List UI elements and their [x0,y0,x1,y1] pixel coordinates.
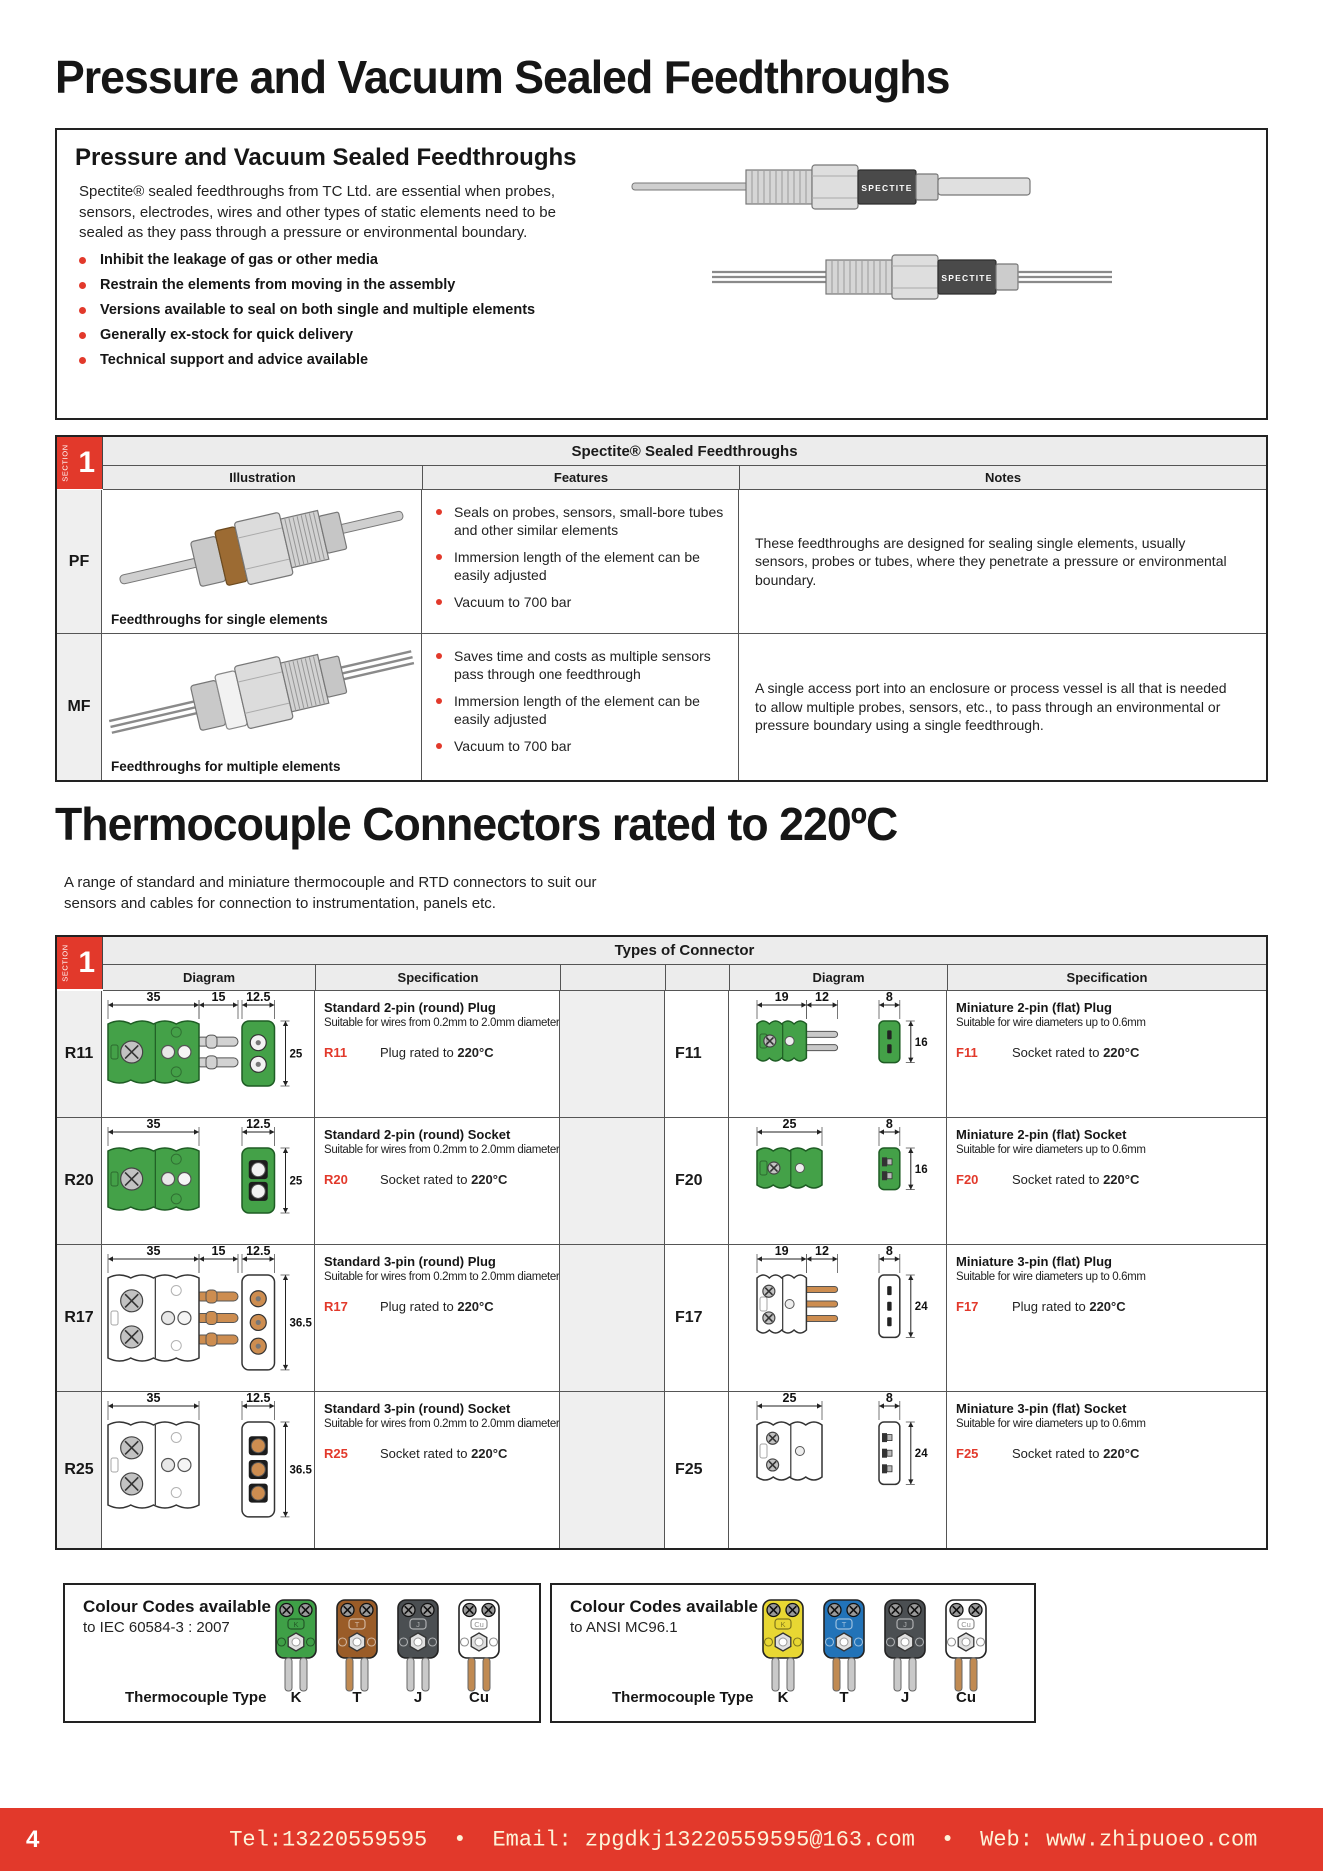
section-label: SECTION [60,944,70,982]
section-number: 1 [78,446,95,479]
bullet-icon [79,282,86,289]
section-badge [57,437,103,489]
diagram-cell-right [729,1392,947,1548]
illustration-caption: Feedthroughs for single elements [111,612,328,627]
svg-text:36.5: 36.5 [289,1464,312,1477]
feedthrough-product-art [562,134,1262,416]
spacer-cell [560,1118,665,1244]
colour-codes-title: Colour Codes available [570,1597,758,1616]
product-label: SPECTITE [941,273,993,283]
intro-bullet: Technical support and advice available [79,352,535,368]
feature-item: Vacuum to 700 bar [436,594,730,612]
spec-cell-left [315,1392,560,1548]
spec-rating-text: Plug rated to 220°C [1012,1299,1126,1314]
bullet-icon [436,698,442,704]
svg-text:Cu: Cu [961,1620,971,1629]
svg-text:K: K [293,1620,299,1629]
diagram-cell-left [102,1245,315,1391]
spec-code: F17 [956,1299,979,1314]
spec-cell-left [315,991,560,1117]
svg-text:35: 35 [146,1118,161,1131]
feedthrough-table [55,435,1268,782]
bullet-icon [79,257,86,264]
svg-text:19: 19 [774,991,789,1004]
bullet-icon [436,554,442,560]
svg-text:25: 25 [289,1175,303,1188]
footer-contact: Tel:13220559595 • Email: zpgdkj13220559595@163.com • Web: www.zhipuoeo.com [229,1827,1258,1852]
spacer-cell [560,1245,665,1391]
thermocouple-type-label: Thermocouple Type [125,1689,267,1706]
page-title: Pressure and Vacuum Sealed Feedthroughs [55,51,950,103]
spec-rating-text: Plug rated to 220°C [380,1299,494,1314]
connector-row-r25 [57,1392,1266,1548]
connector-diagram [102,1392,314,1546]
connector-diagram [102,991,314,1115]
spec-rating [324,1172,553,1187]
spec-subtitle: Suitable for wire diameters up to 0.6mm [956,1271,1146,1283]
bullet-icon [436,509,442,515]
bullet-icon [79,307,86,314]
thermocouple-connector-icon-cu [456,1597,502,1695]
illustration-cell [102,634,422,780]
svg-text:15: 15 [211,1245,226,1258]
spacer-cell [560,1392,665,1548]
mf-illustration [102,634,422,754]
svg-text:Cu: Cu [474,1620,484,1629]
connector-code-right: F11 [665,991,729,1117]
diagram-cell-left [102,1392,315,1548]
illustration-caption: Feedthroughs for multiple elements [111,759,341,774]
thermocouple-icon-wrap [334,1597,380,1700]
thermocouple-type-letter: J [413,1689,423,1706]
thermocouple-icon-wrap [821,1597,867,1700]
thermocouple-connector-icon-k [273,1597,319,1695]
spec-rating [956,1045,1260,1060]
connector-diagram [729,1392,946,1546]
product-label: SPECTITE [861,183,913,193]
spec-code: R20 [324,1172,348,1187]
spec-subtitle: Suitable for wires from 0.2mm to 2.0mm diameter [324,1017,560,1029]
svg-text:24: 24 [914,1301,928,1314]
connector-code-left: R25 [57,1392,102,1548]
spec-code: R11 [324,1045,348,1060]
footer-web: Web: www.zhipuoeo.com [980,1827,1258,1852]
connector-diagram [729,991,946,1115]
spec-cell-right [947,991,1266,1117]
spec-code: R25 [324,1446,348,1461]
intro-paragraph: Spectite® sealed feedthroughs from TC Ltd. are essential when probes, sensors, electrodes, wires and other types of static elements need to be sealed as they pass through a pressure or environmental boundary. [79,183,556,242]
svg-text:8: 8 [885,991,893,1004]
bullet-icon [436,599,442,605]
svg-text:16: 16 [914,1036,928,1049]
connector-code-right: F20 [665,1118,729,1244]
spec-cell-right [947,1392,1266,1548]
spec-title: Miniature 3-pin (flat) Socket [956,1401,1127,1416]
thermocouple-type-letter: K [777,1689,789,1706]
connector-code-left: R20 [57,1118,102,1244]
svg-text:16: 16 [914,1163,928,1176]
feature-item: Saves time and costs as multiple sensors pass through one feedthrough [436,648,730,683]
thermocouple-icon-wrap [456,1597,502,1700]
svg-text:12.5: 12.5 [246,1245,271,1258]
svg-text:8: 8 [885,1245,893,1258]
col-header-spacer [561,965,666,990]
thermocouple-connector-icon-cu [943,1597,989,1695]
col-header-spec-right: Specification [1066,970,1148,985]
connector-code-left: R17 [57,1245,102,1391]
thermocouple-type-letter: Cu [956,1689,976,1706]
page-number: 4 [26,1825,40,1853]
spec-rating-text: Socket rated to 220°C [1012,1446,1140,1461]
svg-text:8: 8 [885,1392,893,1405]
notes-cell: These feedthroughs are designed for sealing single elements, usually sensors, probes or tubes, where they penetrate a pressure or environmental boundary. [755,534,1227,588]
svg-text:15: 15 [211,991,226,1004]
spec-title: Standard 2-pin (round) Socket [324,1127,511,1142]
thermocouple-icon-wrap [273,1597,319,1700]
thermocouple-type-letter: T [352,1689,362,1706]
section-label: SECTION [60,444,70,482]
spec-title: Standard 3-pin (round) Socket [324,1401,511,1416]
section-number: 1 [78,946,95,979]
svg-text:12.5: 12.5 [246,1118,271,1131]
svg-text:25: 25 [782,1118,797,1131]
features-cell [422,634,739,780]
thermocouple-type-letter: K [290,1689,302,1706]
spec-code: F25 [956,1446,979,1461]
notes-cell: A single access port into an enclosure or process vessel is all that is needed to allow multiple probes, sensors, etc., to pass through an environmental or pressure boundary using a single feedthrough. [755,680,1227,734]
spec-subtitle: Suitable for wire diameters up to 0.6mm [956,1144,1146,1156]
thermocouple-type-label: Thermocouple Type [612,1689,754,1706]
pf-illustration [102,490,422,610]
col-header-diagram-left: Diagram [103,965,316,990]
intro-heading: Pressure and Vacuum Sealed Feedthroughs [75,144,577,171]
spec-cell-right [947,1245,1266,1391]
spec-rating [956,1299,1260,1314]
thermocouple-connector-icon-j [395,1597,441,1695]
svg-text:35: 35 [146,1392,161,1405]
connector-table [55,935,1268,1550]
thermocouple-icon-wrap [882,1597,928,1700]
spec-title: Standard 2-pin (round) Plug [324,1000,496,1015]
spec-rating [324,1299,553,1314]
spec-rating [324,1045,553,1060]
spec-title: Miniature 3-pin (flat) Plug [956,1254,1112,1269]
spec-rating [324,1446,553,1461]
spec-rating-text: Socket rated to 220°C [1012,1172,1140,1187]
col-header-notes: Notes [984,470,1022,485]
connector-diagram [102,1118,314,1242]
connector-row-r17 [57,1245,1266,1392]
svg-text:12: 12 [815,991,829,1004]
bullet-icon [79,332,86,339]
svg-text:19: 19 [774,1245,789,1258]
svg-text:T: T [841,1620,847,1629]
footer-email: Email: zpgdkj13220559595@163.com [492,1827,915,1852]
col-header-diagram-right: Diagram [730,965,948,990]
spec-subtitle: Suitable for wires from 0.2mm to 2.0mm diameter [324,1271,560,1283]
intro-bullet-list [79,252,535,377]
thermocouple-connector-icon-t [334,1597,380,1695]
colour-codes-box-iec [63,1583,541,1723]
connector-diagram [729,1245,946,1389]
intro-box [55,128,1268,420]
bullet-icon [79,357,86,364]
svg-text:12.5: 12.5 [246,991,271,1004]
section-badge [57,937,103,989]
footer-tel: Tel:13220559595 [229,1827,428,1852]
connector-code-right: F25 [665,1392,729,1548]
page-footer [0,1808,1323,1871]
thermocouple-type-letter: T [839,1689,849,1706]
svg-text:T: T [354,1620,360,1629]
spec-cell-right [947,1118,1266,1244]
col-header-spec-left: Specification [316,965,561,990]
spec-subtitle: Suitable for wire diameters up to 0.6mm [956,1418,1146,1430]
spec-cell-left [315,1118,560,1244]
connector-diagram [729,1118,946,1242]
svg-text:J: J [903,1620,907,1629]
spec-rating-text: Socket rated to 220°C [1012,1045,1140,1060]
table-title: Types of Connector [103,937,1266,965]
feedthrough-table-header [57,437,1266,490]
illustration-cell [102,490,422,633]
spec-title: Miniature 2-pin (flat) Plug [956,1000,1112,1015]
thermocouple-icon-wrap [943,1597,989,1700]
connectors-title: Thermocouple Connectors rated to 220ºC [55,798,898,850]
spec-rating [956,1446,1260,1461]
svg-text:25: 25 [289,1048,303,1061]
thermocouple-type-letter: Cu [469,1689,489,1706]
connector-table-header [57,937,1266,991]
colour-codes-standard: to IEC 60584-3 : 2007 [83,1619,230,1636]
spec-code: F11 [956,1045,978,1060]
intro-bullet: Generally ex-stock for quick delivery [79,327,535,343]
intro-bullet: Inhibit the leakage of gas or other media [79,252,535,268]
spec-subtitle: Suitable for wire diameters up to 0.6mm [956,1017,1146,1029]
diagram-cell-left [102,991,315,1117]
bullet-icon [436,743,442,749]
spec-subtitle: Suitable for wires from 0.2mm to 2.0mm diameter [324,1418,560,1430]
colour-codes-title: Colour Codes available [83,1597,271,1616]
intro-bullet: Versions available to seal on both single and multiple elements [79,302,535,318]
spec-title: Standard 3-pin (round) Plug [324,1254,496,1269]
feature-item: Vacuum to 700 bar [436,738,730,756]
connector-row-r20 [57,1118,1266,1245]
connector-diagram [102,1245,314,1389]
thermocouple-icon-wrap [760,1597,806,1700]
diagram-cell-right [729,1245,947,1391]
svg-text:35: 35 [146,991,161,1004]
connector-row-r11 [57,991,1266,1118]
diagram-cell-right [729,991,947,1117]
svg-text:35: 35 [146,1245,161,1258]
diagram-cell-right [729,1118,947,1244]
svg-text:36.5: 36.5 [289,1317,312,1330]
connectors-intro: A range of standard and miniature thermocouple and RTD connectors to suit our sensors and cables for connection to instrumentation, panels etc. [64,874,597,912]
feedthrough-row-pf [57,490,1266,634]
spec-cell-left [315,1245,560,1391]
colour-codes-box-ansi [550,1583,1036,1723]
table-title: Spectite® Sealed Feedthroughs [103,437,1266,466]
feedthrough-row-mf [57,634,1266,780]
bullet-icon [436,653,442,659]
row-code: PF [57,490,102,633]
feature-item: Immersion length of the element can be easily adjusted [436,549,730,584]
thermocouple-connector-icon-j [882,1597,928,1695]
intro-bullet: Restrain the elements from moving in the assembly [79,277,535,293]
svg-text:8: 8 [885,1118,893,1131]
svg-text:12: 12 [815,1245,829,1258]
svg-text:25: 25 [782,1392,797,1405]
thermocouple-connector-icon-t [821,1597,867,1695]
svg-text:12.5: 12.5 [246,1392,271,1405]
connector-code-right: F17 [665,1245,729,1391]
spec-rating-text: Socket rated to 220°C [380,1172,508,1187]
spec-rating-text: Socket rated to 220°C [380,1446,508,1461]
svg-text:J: J [416,1620,420,1629]
colour-codes-standard: to ANSI MC96.1 [570,1619,678,1636]
thermocouple-type-letter: J [900,1689,910,1706]
feature-item: Immersion length of the element can be easily adjusted [436,693,730,728]
diagram-cell-left [102,1118,315,1244]
spec-title: Miniature 2-pin (flat) Socket [956,1127,1127,1142]
svg-text:24: 24 [914,1448,928,1461]
thermocouple-icon-wrap [395,1597,441,1700]
spec-subtitle: Suitable for wires from 0.2mm to 2.0mm diameter [324,1144,560,1156]
thermocouple-connector-icon-k [760,1597,806,1695]
col-header-features: Features [423,466,740,489]
spec-code: F20 [956,1172,979,1187]
spec-rating [956,1172,1260,1187]
col-header-illustration: Illustration [103,466,423,489]
feature-item: Seals on probes, sensors, small-bore tubes and other similar elements [436,504,730,539]
spec-code: R17 [324,1299,348,1314]
spacer-cell [560,991,665,1117]
features-cell [422,490,739,633]
row-code: MF [57,634,102,780]
svg-text:K: K [780,1620,786,1629]
spec-rating-text: Plug rated to 220°C [380,1045,494,1060]
connector-code-left: R11 [57,991,102,1117]
col-header-flabel [666,965,730,990]
